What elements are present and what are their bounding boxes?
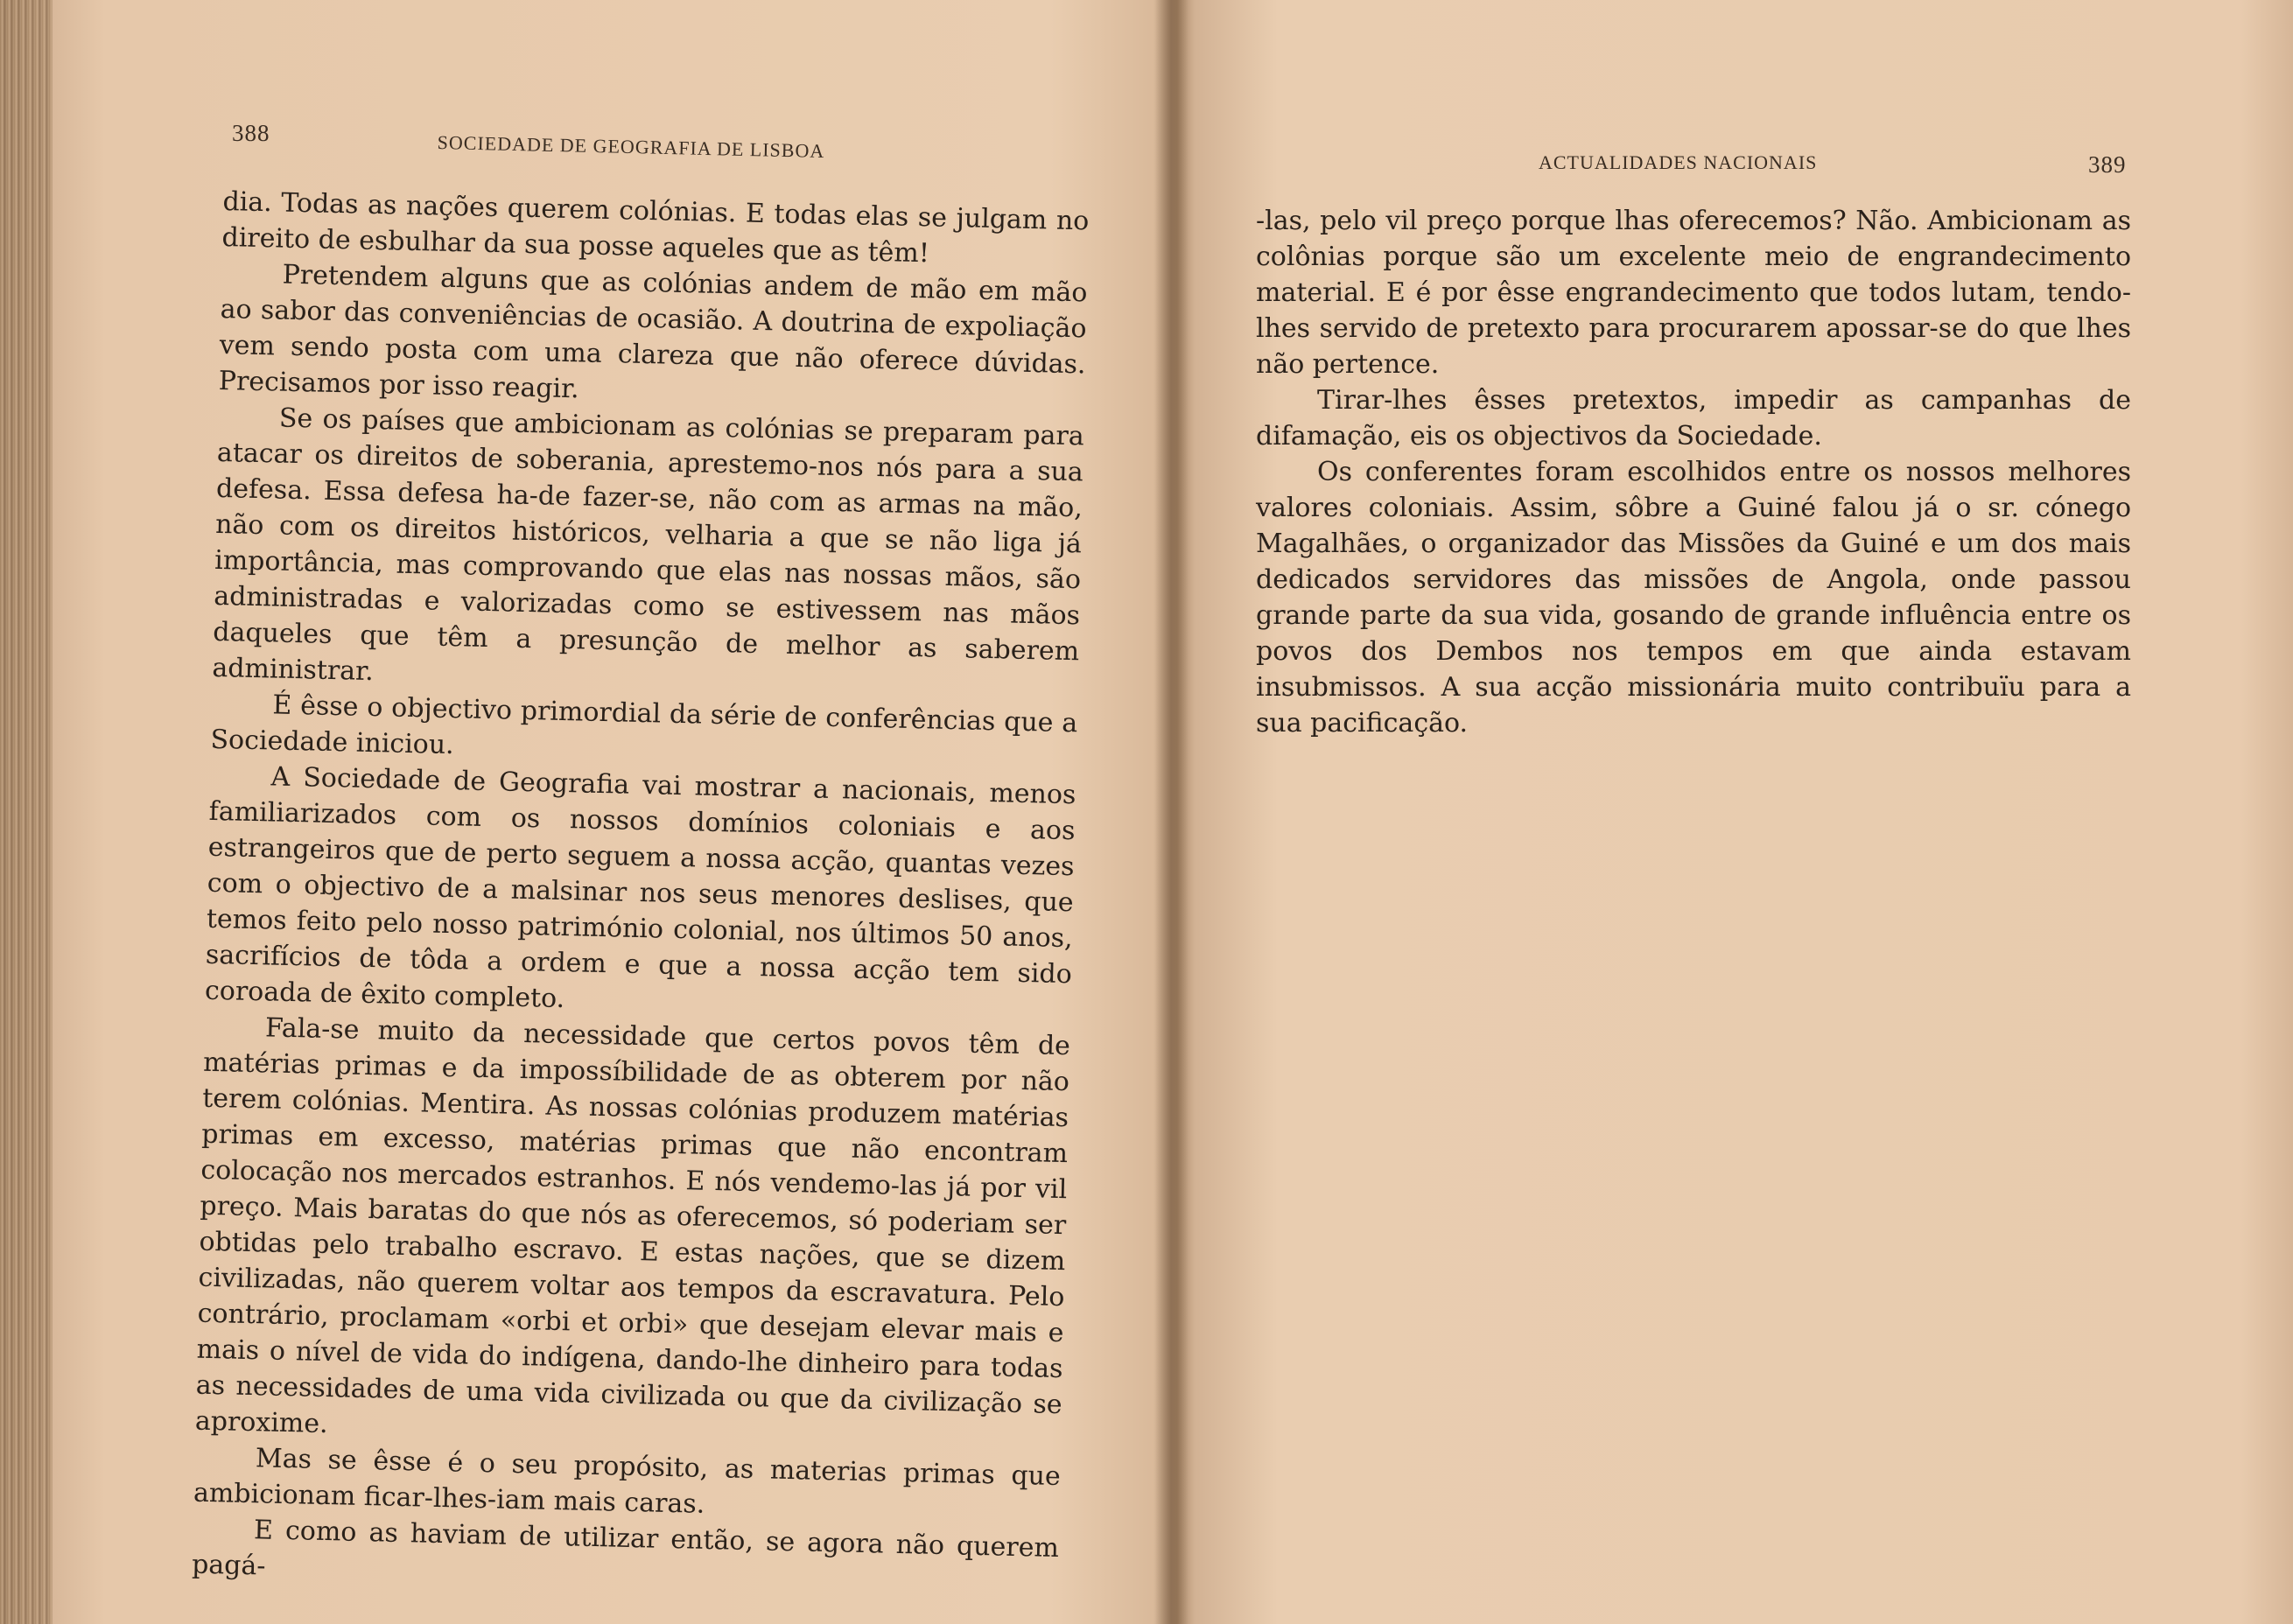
paragraph: Os conferentes foram escolhidos entre os nossos melhores valores coloniais. Assim, sôbre a Guiné falou já o sr. cónego Magalhães, o organizador das Missões da Guiné e um dos mais dedicados servidores das missões de Angola, onde passou grande parte da sua vida, gosando de grande influência entre os povos dos Dembos nos tempos em que ainda estavam insubmissos. A sua acção missionária muito contribuïu para a sua pacificação.: [1256, 457, 2131, 738]
left-page: [53, 0, 1154, 1624]
book-gutter: [1154, 0, 1189, 1624]
page-number: 388: [232, 120, 270, 146]
right-page: [1189, 0, 2293, 1624]
paragraph: -las, pelo vil preço porque lhas oferecemos? Não. Ambicionam as colônias porque são um excelente meio de engrandecimento material. E é por êsse engrandecimento que todos lutam, tendo-lhes servido de pretexto para procurarem apossar-se do que lhes não pertence.: [1256, 206, 2131, 380]
left-page-body: [192, 184, 1090, 1602]
paragraph: Fala-se muito da necessidade que certos povos têm de matérias primas e da impossíbilidade de as obterem por não terem colónias. Mentira. As nossas colónias produzem matérias primas em excesso, matérias primas que não encontram colocação nos mercados estranhos. E nós vendemo-las já por vil preço. Mais baratas do que nós as oferecemos, só poderiam ser obtidas pelo trabalho escravo. E estas nações, que se dizem civilizadas, não querem voltar aos tempos da escravatura. Pelo contrário, proclamam «orbi et orbi» que desejam elevar mais e mais o nível de vida do indígena, dando-lhe dinheiro para todas as necessidades de uma vida civilizada ou que da civilização se aproxime.: [194, 1012, 1071, 1440]
running-title: SOCIEDADE DE GEOGRAFIA DE LISBOA: [437, 131, 825, 163]
paragraph: E como as haviam de utilizar então, se agora não querem pagá-: [191, 1515, 1060, 1582]
right-page-body: [1256, 203, 2131, 741]
paragraph: dia. Todas as nações querem colónias. E todas elas se julgam no direito de esbulhar da sua posse aqueles que as têm!: [221, 186, 1090, 270]
paragraph: Tirar-lhes êsses pretextos, impedir as campanhas de difamação, eis os objectivos da Sociedade.: [1256, 385, 2131, 452]
paragraph: Se os países que ambicionam as colónias se preparam para atacar os direitos de soberania, aprestemo-nos nós para a sua defesa. Essa defesa ha-de fazer-se, não com as armas na mão, não com os direitos históricos, velharia a que se não liga já importância, mas comprovando que elas nas nossas mãos, são administradas e valorizadas como se estivessem nas mãos daqueles que têm a presunção de melhor as saberem administrar.: [212, 402, 1085, 688]
paragraph: Mas se êsse é o seu propósito, as materias primas que ambicionam ficar-lhes-iam mais caras.: [193, 1443, 1062, 1520]
paragraph: É êsse o objectivo primordial da série de conferências que a Sociedade iniciou.: [210, 690, 1078, 761]
paragraph: Pretendem alguns que as colónias andem de mão em mão ao sabor das conveniências de ocasião. A doutrina de expoliação vem sendo posta com uma clareza que não oferece dúvidas. Precisamos por isso reagir.: [218, 259, 1088, 405]
page-edges: [0, 0, 53, 1624]
page-number: 389: [2088, 151, 2127, 178]
paragraph: A Sociedade de Geografia vai mostrar a nacionais, menos familiarizados com os nossos domínios coloniais e aos estrangeiros que de perto seguem a nossa acção, quantas vezes com o objectivo de a malsinar nos seus menores deslises, que temos feito pelo nosso património colonial, nos últimos 50 anos, sacrifícios de tôda a ordem e que a nossa acção tem sido coroada de êxito completo.: [204, 761, 1076, 1015]
running-title: ACTUALIDADES NACIONAIS: [1539, 151, 1818, 173]
